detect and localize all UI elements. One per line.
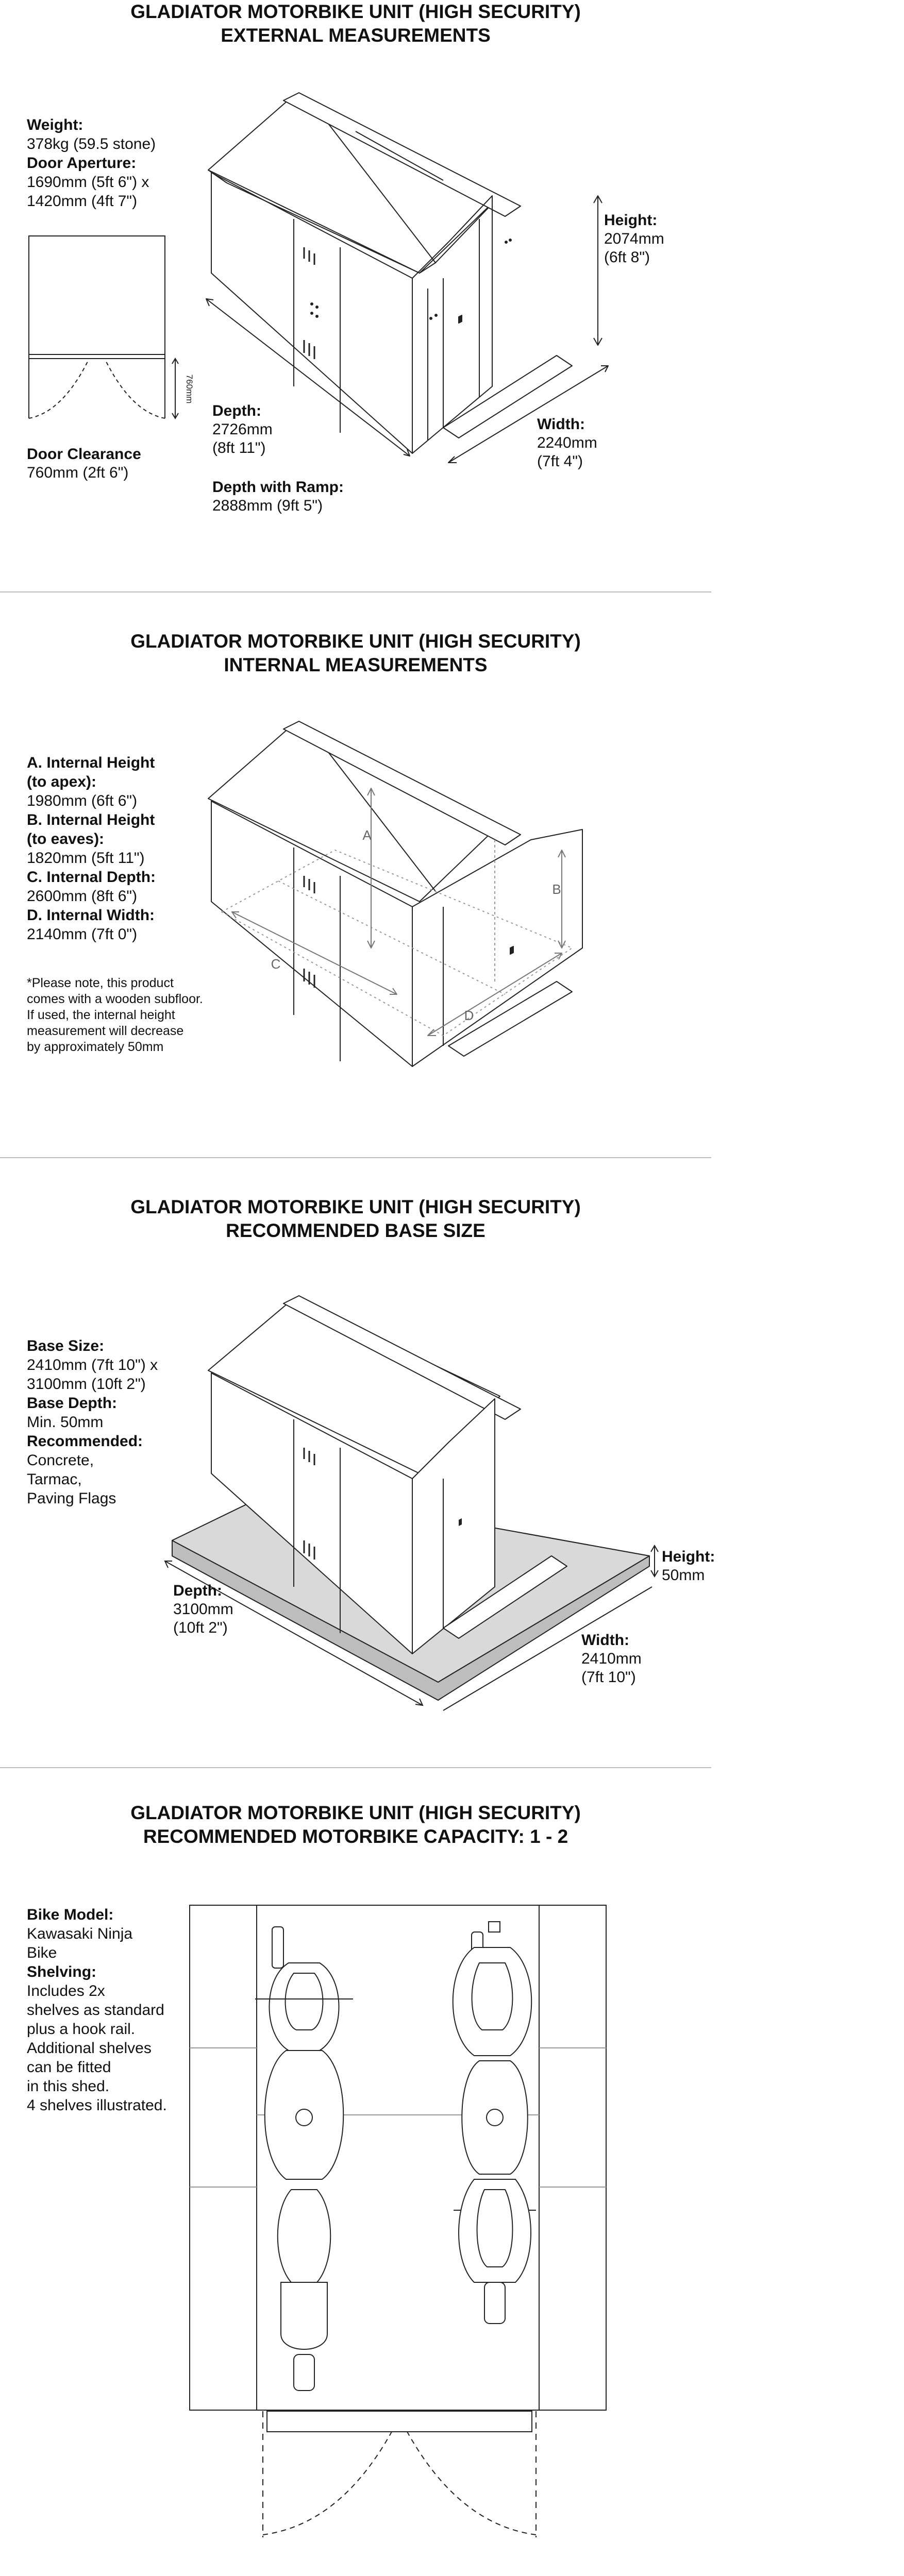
subfloor-note: *Please note, this product comes with a wooden subfloor. If used, the internal height measurement will decrease by approximately 50mm bbox=[27, 976, 203, 1054]
section2-title: GLADIATOR MOTORBIKE UNIT (HIGH SECURITY) INTERNAL MEASUREMENTS bbox=[130, 631, 581, 675]
floor-plan-diagram bbox=[186, 1901, 613, 2545]
marker-b: B bbox=[552, 882, 561, 897]
section3-title: GLADIATOR MOTORBIKE UNIT (HIGH SECURITY) RECOMMENDED BASE SIZE bbox=[130, 1196, 581, 1241]
door-dim-label: 760mm bbox=[185, 374, 194, 404]
door-clearance-diagram bbox=[26, 232, 194, 428]
motorbike-right bbox=[453, 1922, 536, 2324]
external-width-label: Width: 2240mm (7ft 4") bbox=[537, 416, 597, 470]
shed-internal-drawing bbox=[201, 706, 603, 1077]
internal-specs: A. Internal Height (to apex): 1980mm (6ft 6") B. Internal Height (to eaves): 1820mm (5ft 11") C. Internal Depth: 2600mm (8ft 6") D. Internal Width: 2140mm (7ft 0") bbox=[27, 754, 156, 943]
base-height-label: Height: 50mm bbox=[662, 1548, 715, 1584]
external-depth-label: Depth: 2726mm (8ft 11") bbox=[212, 402, 273, 456]
section-divider bbox=[0, 591, 711, 592]
external-height-label: Height: 2074mm (6ft 8") bbox=[604, 212, 664, 266]
external-specs: Weight: 378kg (59.5 stone) Door Aperture: 1690mm (5ft 6") x 1420mm (4ft 7") bbox=[27, 116, 156, 210]
marker-d: D bbox=[464, 1008, 474, 1023]
door-clearance-label: Door Clearance 760mm (2ft 6") bbox=[27, 446, 141, 481]
section-divider bbox=[0, 1767, 711, 1768]
section4-title: GLADIATOR MOTORBIKE UNIT (HIGH SECURITY) RECOMMENDED MOTORBIKE CAPACITY: 1 - 2 bbox=[130, 1802, 581, 1847]
base-depth-label: Depth: 3100mm (10ft 2") bbox=[173, 1582, 233, 1636]
depth-with-ramp-label: Depth with Ramp: 2888mm (9ft 5") bbox=[212, 479, 344, 514]
section-divider bbox=[0, 1157, 711, 1158]
base-specs: Base Size: 2410mm (7ft 10") x 3100mm (10ft 2") Base Depth: Min. 50mm Recommended: Concrete, Tarmac, Paving Flags bbox=[27, 1337, 158, 1507]
marker-c: C bbox=[271, 956, 281, 972]
motorbike-left bbox=[255, 1927, 353, 2391]
section1-title: GLADIATOR MOTORBIKE UNIT (HIGH SECURITY) EXTERNAL MEASUREMENTS bbox=[130, 1, 581, 46]
base-width-label: Width: 2410mm (7ft 10") bbox=[581, 1632, 642, 1686]
marker-a: A bbox=[362, 827, 372, 843]
capacity-specs: Bike Model: Kawasaki Ninja Bike Shelving: Includes 2x shelves as standard plus a hook rail. Additional shelves can be fitted in this shed. 4 shelves illustrated. bbox=[27, 1906, 167, 2114]
